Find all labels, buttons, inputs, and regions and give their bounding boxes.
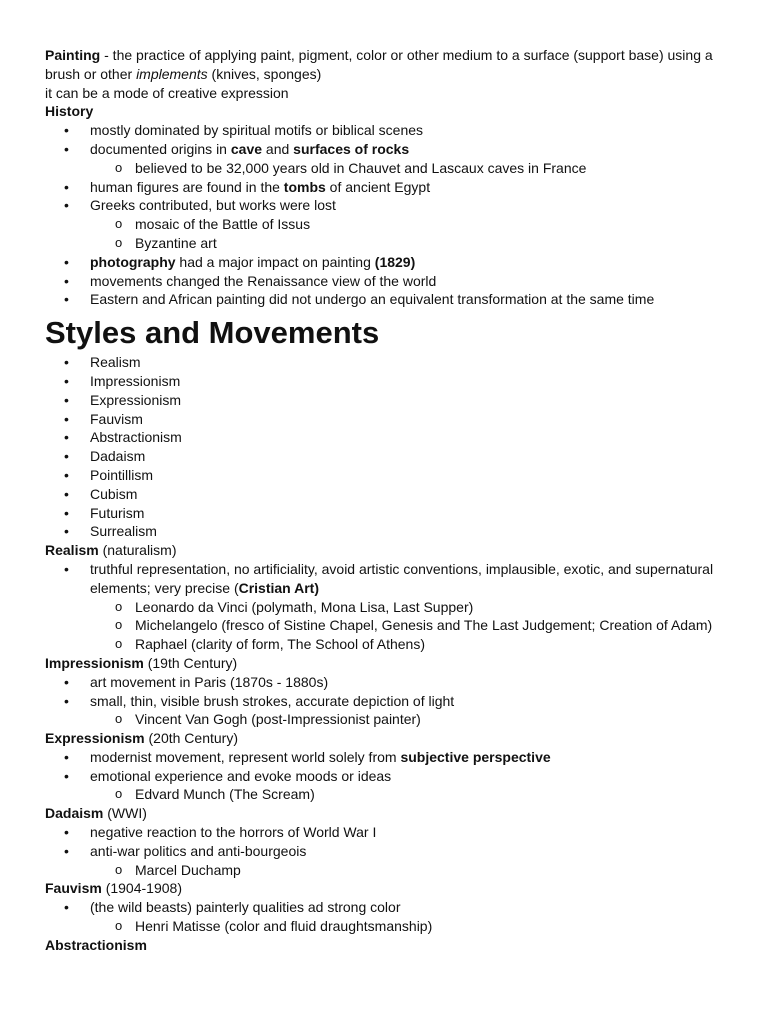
sub-list-item: o believed to be 32,000 years old in Chauvet and Lascaux caves in France	[90, 159, 735, 178]
abstractionism-heading: Abstractionism	[45, 936, 147, 953]
sub-list	[90, 710, 735, 729]
list-item: • (the wild beasts) painterly qualities ad strong color o Henri Matisse (color and fluid draughtsmanship)	[45, 898, 735, 936]
sub-list	[90, 785, 735, 804]
list-item: • truthful representation, no artificiality, avoid artistic conventions, implausible, exotic, and supernatural elements; very precise (Cristian Art) o Leonardo da Vinci (polymath, Mona Lisa, Last Supper) o Michelangelo (fresco of Sistine Chapel, Genesis and The Last Judgement; Creation of Adam) o Raphael (clarity of form, The School of Athens)	[45, 560, 735, 654]
history-heading: History	[45, 103, 94, 120]
list-item: • movements changed the Renaissance view of the world	[45, 272, 735, 291]
dadaism-list	[45, 823, 735, 879]
fauvism-heading: Fauvism (1904-1908)	[45, 880, 182, 897]
list-item: • Futurism	[45, 504, 735, 523]
sub-list	[90, 215, 735, 253]
sub-list-item: o mosaic of the Battle of Issus	[90, 215, 735, 234]
sub-list-item: o Edvard Munch (The Scream)	[90, 785, 735, 804]
styles-heading: Styles and Movements	[45, 315, 380, 351]
painting-definition-italic: implements	[136, 65, 208, 82]
sub-list-item: o Vincent Van Gogh (post-Impressionist painter)	[90, 710, 735, 729]
impressionism-heading: Impressionism (19th Century)	[45, 654, 238, 671]
sub-list-item: o Leonardo da Vinci (polymath, Mona Lisa, Last Supper)	[90, 598, 735, 617]
impressionism-list	[45, 673, 735, 729]
list-item: • negative reaction to the horrors of World War I	[45, 823, 735, 842]
list-item: • Pointillism	[45, 466, 735, 485]
list-item: • Realism	[45, 353, 735, 372]
intro-paragraph	[45, 46, 735, 84]
styles-list	[45, 353, 735, 541]
list-item: • Dadaism	[45, 447, 735, 466]
painting-definition-a: - the practice of applying paint, pigment, color or other medium to a surface (support base) using a brush or other	[45, 47, 713, 82]
list-item: • modernist movement, represent world solely from subjective perspective	[45, 748, 735, 767]
fauvism-list	[45, 898, 735, 936]
list-item: • Fauvism	[45, 410, 735, 429]
list-item: • photography had a major impact on painting (1829)	[45, 253, 735, 272]
sub-list-item: o Michelangelo (fresco of Sistine Chapel, Genesis and The Last Judgement; Creation of Adam)	[90, 616, 735, 635]
list-item: • art movement in Paris (1870s - 1880s)	[45, 673, 735, 692]
list-item: • emotional experience and evoke moods or ideas o Edvard Munch (The Scream)	[45, 767, 735, 805]
painting-term: Painting	[45, 47, 101, 63]
list-item: • Greeks contributed, but works were lost o mosaic of the Battle of Issus o Byzantine art	[45, 196, 735, 252]
sub-list	[90, 598, 735, 654]
painting-definition-b: (knives, sponges)	[207, 65, 322, 82]
list-item: • documented origins in cave and surfaces of rocks o believed to be 32,000 years old in Chauvet and Lascaux caves in France	[45, 140, 735, 178]
list-item: • Cubism	[45, 485, 735, 504]
list-item: • small, thin, visible brush strokes, accurate depiction of light o Vincent Van Gogh (post-Impressionist painter)	[45, 692, 735, 730]
dadaism-heading: Dadaism (WWI)	[45, 805, 147, 822]
sub-list	[90, 917, 735, 936]
list-item: • mostly dominated by spiritual motifs or biblical scenes	[45, 121, 735, 140]
list-item: • Expressionism	[45, 391, 735, 410]
sub-list	[90, 861, 735, 880]
list-item: • Impressionism	[45, 372, 735, 391]
sub-list-item: o Raphael (clarity of form, The School of Athens)	[90, 635, 735, 654]
history-list	[45, 121, 735, 309]
sub-list-item: o Marcel Duchamp	[90, 861, 735, 880]
list-item: • Eastern and African painting did not undergo an equivalent transformation at the same time	[45, 290, 735, 309]
document-page	[45, 46, 735, 955]
realism-list	[45, 560, 735, 654]
realism-heading: Realism (naturalism)	[45, 542, 177, 559]
sub-list-item: o Byzantine art	[90, 234, 735, 253]
list-item: • anti-war politics and anti-bourgeois o Marcel Duchamp	[45, 842, 735, 880]
expressionism-list	[45, 748, 735, 804]
sub-list	[90, 159, 735, 178]
list-item: • Abstractionism	[45, 428, 735, 447]
expressionism-heading: Expressionism (20th Century)	[45, 730, 238, 747]
list-item: • Surrealism	[45, 522, 735, 541]
intro-line2: it can be a mode of creative expression	[45, 84, 289, 101]
sub-list-item: o Henri Matisse (color and fluid draughtsmanship)	[90, 917, 735, 936]
list-item: • human figures are found in the tombs of ancient Egypt	[45, 178, 735, 197]
